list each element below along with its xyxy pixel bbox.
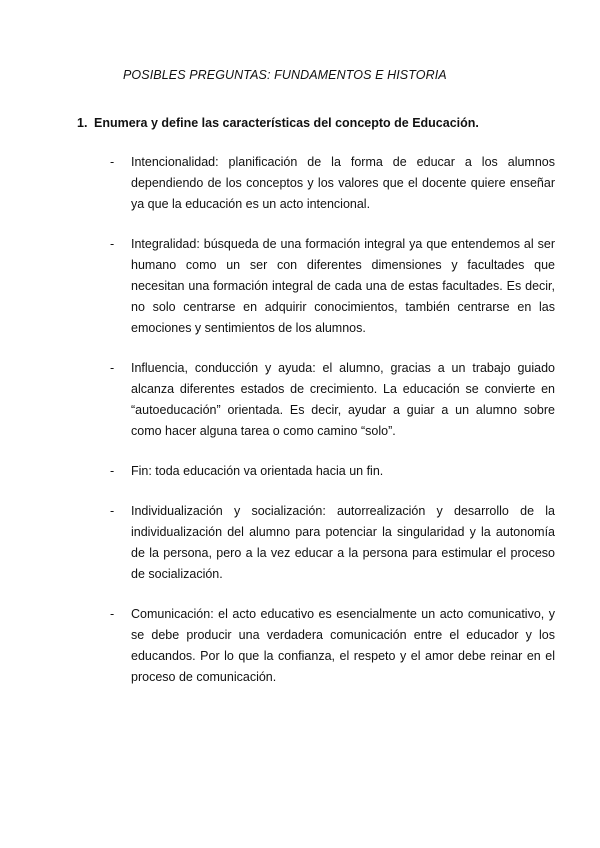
bullet-dash: - <box>110 607 115 621</box>
bullet-dash: - <box>110 155 115 169</box>
bullet-dash: - <box>110 361 115 375</box>
list-item <box>110 604 555 688</box>
list-item <box>110 234 555 339</box>
characteristics-list <box>110 152 555 707</box>
bullet-dash: - <box>110 464 115 478</box>
document-title: POSIBLES PREGUNTAS: FUNDAMENTOS E HISTORIA <box>123 68 447 82</box>
list-item <box>110 152 555 215</box>
bullet-dash: - <box>110 504 115 518</box>
list-item <box>110 461 555 482</box>
list-item-text: Integralidad: búsqueda de una formación integral ya que entendemos al ser humano como un ser con diferentes dimensiones y facultades que necesitan una formación integral de cada una de estas facultades. Es decir, no solo centrarse en adquirir conocimientos, también centrarse en las emociones y sentimientos de los alumnos. <box>131 237 555 335</box>
list-item <box>110 358 555 442</box>
list-item-text: Fin: toda educación va orientada hacia un fin. <box>131 464 384 478</box>
question-text: Enumera y define las características del concepto de Educación. <box>94 116 479 130</box>
question-number: 1. <box>77 116 88 130</box>
bullet-dash: - <box>110 237 115 251</box>
list-item <box>110 501 555 585</box>
list-item-text: Intencionalidad: planificación de la forma de educar a los alumnos dependiendo de los conceptos y los valores que el docente quiere enseñar ya que la educación es un acto intencional. <box>131 155 555 211</box>
list-item-text: Influencia, conducción y ayuda: el alumno, gracias a un trabajo guiado alcanza diferentes estados de crecimiento. La educación se convierte en “autoeducación” orientada. Es decir, ayudar a guiar a un alumno sobre como hacer alguna tarea o como camino “solo”. <box>131 361 555 438</box>
question-heading <box>77 116 479 130</box>
list-item-text: Comunicación: el acto educativo es esencialmente un acto comunicativo, y se debe producir una verdadera comunicación entre el educador y los educandos. Por lo que la confianza, el respeto y el amor debe reinar en el proceso de comunicación. <box>131 607 555 684</box>
list-item-text: Individualización y socialización: autorrealización y desarrollo de la individualización del alumno para potenciar la singularidad y la autonomía de la persona, pero a la vez educar a la persona para estimular el proceso de socialización. <box>131 504 555 581</box>
